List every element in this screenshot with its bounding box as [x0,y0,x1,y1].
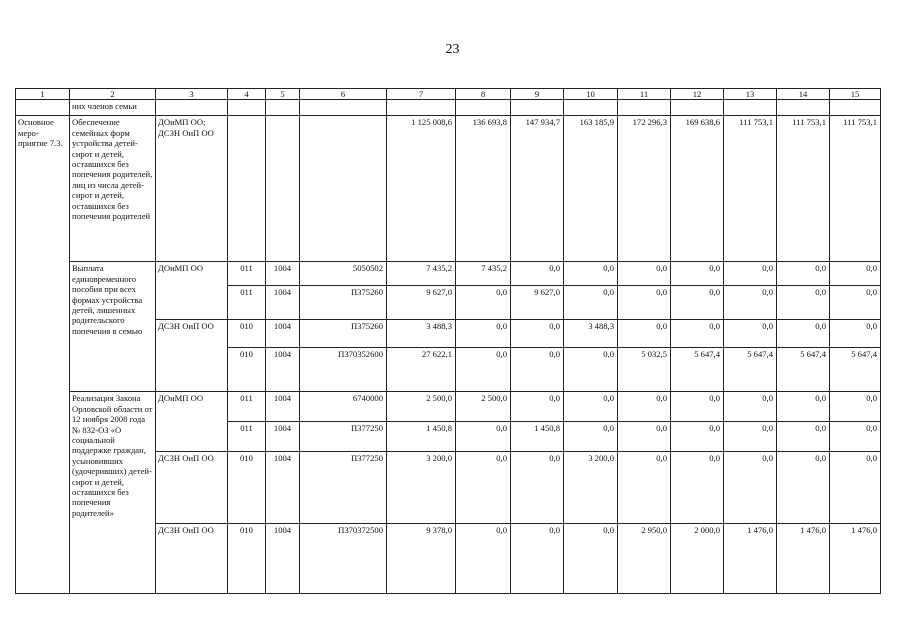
code-cell: 1004 [266,262,300,286]
code-cell: 6740000 [300,392,387,422]
value-cell: 0,0 [830,286,881,320]
value-cell: 0,0 [511,262,564,286]
value-cell: 0,0 [511,524,564,594]
value-cell: 0,0 [456,524,511,594]
column-header: 14 [777,89,830,100]
executor: ДОиМП ОО [156,262,228,320]
value-cell: 0,0 [671,452,724,524]
code-cell: 010 [228,524,266,594]
table-cell [564,100,618,116]
value-cell: 0,0 [724,320,777,348]
value-cell: 0,0 [671,320,724,348]
value-cell: 0,0 [777,286,830,320]
value-cell: 1 125 008,6 [387,116,456,262]
value-cell: 0,0 [511,452,564,524]
value-cell: 0,0 [830,320,881,348]
code-cell: 011 [228,286,266,320]
value-cell: 0,0 [618,422,671,452]
column-header: 13 [724,89,777,100]
value-cell: 0,0 [564,524,618,594]
subitem-name: Реализация Закона Орловской области от 12 ноября 2008 года № 832-ОЗ «О социальной поддержке граждан, усыновивших (удочеривших) детей-сирот и детей, оставшихся без попечения родителей» [70,392,156,594]
value-cell: 0,0 [777,392,830,422]
value-cell: 0,0 [564,286,618,320]
table-cell [456,100,511,116]
value-cell: 0,0 [830,422,881,452]
code-cell: 1004 [266,286,300,320]
table-cell [830,100,881,116]
value-cell: 0,0 [724,452,777,524]
value-cell: 5 647,4 [724,348,777,392]
value-cell: 0,0 [618,392,671,422]
value-cell: 1 476,0 [777,524,830,594]
table-cell [228,116,266,262]
value-cell: 9 627,0 [511,286,564,320]
column-header: 6 [300,89,387,100]
code-cell: П375260 [300,320,387,348]
value-cell: 0,0 [724,422,777,452]
value-cell: 172 296,3 [618,116,671,262]
value-cell: 0,0 [511,320,564,348]
code-cell: 1004 [266,452,300,524]
measure-label: Основное меро-приятие 7.3. [16,116,70,594]
column-header: 8 [456,89,511,100]
column-header: 1 [16,89,70,100]
value-cell: 3 488,3 [387,320,456,348]
table-cell [511,100,564,116]
subitem-name: Выплата единовременного пособия при всех формах устройства детей, лишенных родительского попечения в семью [70,262,156,392]
code-cell: П370372500 [300,524,387,594]
value-cell: 0,0 [618,286,671,320]
value-cell: 3 200,0 [387,452,456,524]
value-cell: 0,0 [777,422,830,452]
budget-table [15,88,881,594]
code-cell: 011 [228,422,266,452]
value-cell: 0,0 [456,422,511,452]
value-cell: 1 450,8 [511,422,564,452]
value-cell: 0,0 [724,286,777,320]
code-cell: 1004 [266,320,300,348]
value-cell: 0,0 [456,348,511,392]
value-cell: 9 378,0 [387,524,456,594]
code-cell: П370352600 [300,348,387,392]
code-cell: 010 [228,320,266,348]
value-cell: 0,0 [830,392,881,422]
code-cell: 1004 [266,422,300,452]
code-cell: 5050502 [300,262,387,286]
table-cell [228,100,266,116]
value-cell: 7 435,2 [456,262,511,286]
value-cell: 3 200,0 [564,452,618,524]
page-number: 23 [445,42,460,57]
measure-name: Обеспечение семейных форм устройства детей-сирот и детей, оставшихся без попечения родителей, лиц из числа детей-сирот и детей, оставшихся без попечения родителей [70,116,156,262]
value-cell: 0,0 [724,392,777,422]
value-cell: 169 638,6 [671,116,724,262]
value-cell: 0,0 [618,320,671,348]
value-cell: 0,0 [456,286,511,320]
value-cell: 9 627,0 [387,286,456,320]
value-cell: 0,0 [618,452,671,524]
code-cell: 1004 [266,348,300,392]
value-cell: 0,0 [456,320,511,348]
executor: ДСЗН ОиП ОО [156,524,228,594]
value-cell: 111 753,1 [777,116,830,262]
value-cell: 0,0 [830,452,881,524]
executor: ДСЗН ОиП ОО [156,452,228,524]
value-cell: 0,0 [564,392,618,422]
value-cell: 0,0 [564,348,618,392]
value-cell: 0,0 [671,262,724,286]
column-header: 15 [830,89,881,100]
table-cell [618,100,671,116]
table-cell [387,100,456,116]
column-header: 2 [70,89,156,100]
table-cell [266,116,300,262]
code-cell: 1004 [266,524,300,594]
table-cell [724,100,777,116]
column-header: 4 [228,89,266,100]
table-cell [777,100,830,116]
code-cell: П377250 [300,422,387,452]
value-cell: 0,0 [564,262,618,286]
table-cell [300,100,387,116]
value-cell: 0,0 [618,262,671,286]
value-cell: 111 753,1 [724,116,777,262]
column-header: 12 [671,89,724,100]
code-cell: 011 [228,262,266,286]
executor: ДСЗН ОиП ОО [156,320,228,392]
value-cell: 0,0 [511,392,564,422]
value-cell: 0,0 [564,422,618,452]
code-cell: 010 [228,348,266,392]
value-cell: 2 950,0 [618,524,671,594]
header-row [16,89,881,100]
value-cell: 2 500,0 [456,392,511,422]
value-cell: 136 693,8 [456,116,511,262]
table-cell [16,100,70,116]
code-cell: П377250 [300,452,387,524]
column-header: 5 [266,89,300,100]
value-cell: 2 000,0 [671,524,724,594]
value-cell: 0,0 [777,452,830,524]
table-cell [300,116,387,262]
value-cell: 147 934,7 [511,116,564,262]
value-cell: 0,0 [671,392,724,422]
table-cell [671,100,724,116]
table-row [16,262,881,286]
table-cell [266,100,300,116]
value-cell: 0,0 [777,262,830,286]
executor: ДОиМП ОО [156,392,228,452]
table-row [16,392,881,422]
value-cell: 1 476,0 [724,524,777,594]
value-cell: 0,0 [671,422,724,452]
value-cell: 0,0 [777,320,830,348]
code-cell: П375260 [300,286,387,320]
value-cell: 27 622,1 [387,348,456,392]
column-header: 11 [618,89,671,100]
value-cell: 0,0 [456,452,511,524]
value-cell: 1 476,0 [830,524,881,594]
continuation-text: них членов семьи [70,100,156,116]
value-cell: 0,0 [511,348,564,392]
column-header: 7 [387,89,456,100]
value-cell: 0,0 [671,286,724,320]
value-cell: 5 647,4 [777,348,830,392]
value-cell: 163 185,9 [564,116,618,262]
column-header: 9 [511,89,564,100]
value-cell: 5 647,4 [830,348,881,392]
value-cell: 1 450,8 [387,422,456,452]
executor: ДОиМП ОО; ДСЗН ОиП ОО [156,116,228,262]
code-cell: 1004 [266,392,300,422]
value-cell: 0,0 [724,262,777,286]
value-cell: 3 488,3 [564,320,618,348]
column-header: 3 [156,89,228,100]
value-cell: 7 435,2 [387,262,456,286]
value-cell: 111 753,1 [830,116,881,262]
code-cell: 010 [228,452,266,524]
code-cell: 011 [228,392,266,422]
value-cell: 5 032,5 [618,348,671,392]
column-header: 10 [564,89,618,100]
table-cell [156,100,228,116]
main-measure-row [16,116,881,262]
value-cell: 5 647,4 [671,348,724,392]
value-cell: 0,0 [830,262,881,286]
continuation-row [16,100,881,116]
value-cell: 2 500,0 [387,392,456,422]
